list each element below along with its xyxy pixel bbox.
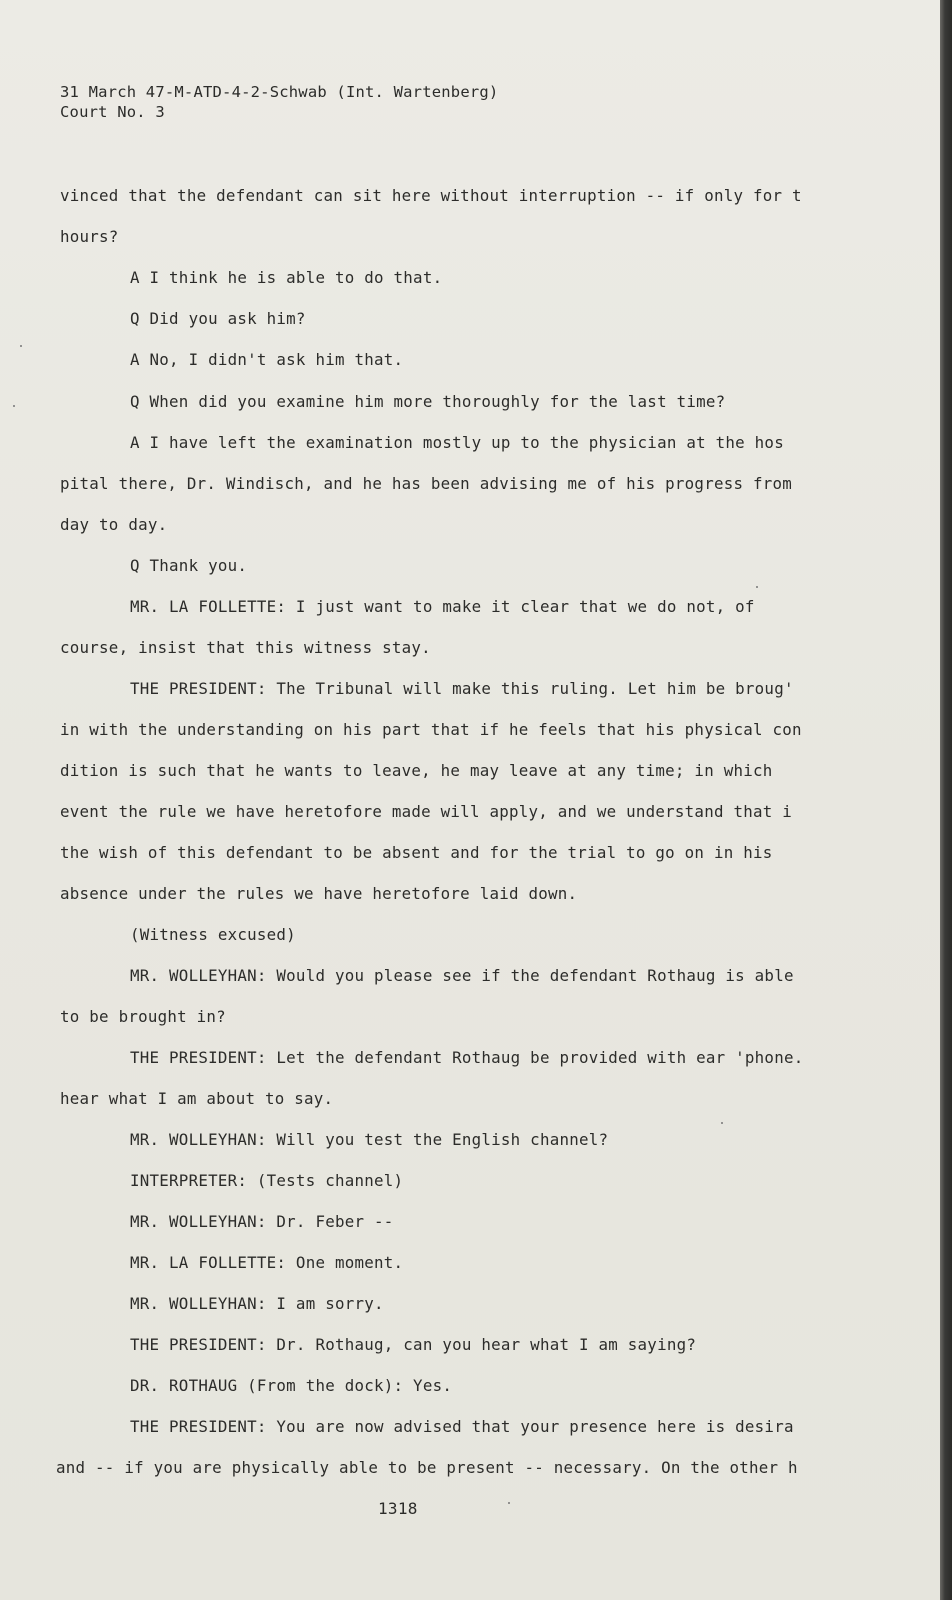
header-line-2: Court No. 3 bbox=[60, 103, 165, 121]
transcript-line: the wish of this defendant to be absent and for the trial to go on in his bbox=[60, 843, 773, 862]
transcript-line: course, insist that this witness stay. bbox=[60, 638, 431, 657]
transcript-line: MR. WOLLEYHAN: Would you please see if the defendant Rothaug is able bbox=[130, 966, 794, 985]
transcript-line: MR. LA FOLLETTE: I just want to make it clear that we do not, of bbox=[130, 597, 755, 616]
paper-speck bbox=[20, 345, 22, 347]
paper-speck bbox=[13, 405, 15, 407]
page-header bbox=[60, 82, 498, 122]
transcript-line: THE PRESIDENT: The Tribunal will make this ruling. Let him be broug' bbox=[130, 679, 794, 698]
scan-edge-shadow bbox=[940, 0, 952, 1600]
transcript-line: in with the understanding on his part that if he feels that his physical con bbox=[60, 720, 802, 739]
transcript-line: and -- if you are physically able to be present -- necessary. On the other h bbox=[56, 1458, 798, 1477]
transcript-line: Q Did you ask him? bbox=[130, 309, 306, 328]
transcript-line: A No, I didn't ask him that. bbox=[130, 350, 404, 369]
transcript-line: (Witness excused) bbox=[130, 925, 296, 944]
transcript-line: INTERPRETER: (Tests channel) bbox=[130, 1171, 404, 1190]
transcript-line: Q Thank you. bbox=[130, 556, 248, 575]
transcript-line: THE PRESIDENT: Dr. Rothaug, can you hear what I am saying? bbox=[130, 1335, 697, 1354]
transcript-line: MR. LA FOLLETTE: One moment. bbox=[130, 1253, 404, 1272]
paper-speck bbox=[756, 586, 758, 588]
transcript-line: hear what I am about to say. bbox=[60, 1089, 334, 1108]
paper-speck bbox=[508, 1502, 510, 1504]
header-line-1: 31 March 47-M-ATD-4-2-Schwab (Int. Wartenberg) bbox=[60, 83, 499, 101]
transcript-line: to be brought in? bbox=[60, 1007, 226, 1026]
transcript-line: DR. ROTHAUG (From the dock): Yes. bbox=[130, 1376, 453, 1395]
transcript-line: MR. WOLLEYHAN: Will you test the English channel? bbox=[130, 1130, 609, 1149]
transcript-line: event the rule we have heretofore made will apply, and we understand that i bbox=[60, 802, 793, 821]
transcript-line: hours? bbox=[60, 227, 119, 246]
transcript-line: absence under the rules we have heretofore laid down. bbox=[60, 884, 578, 903]
transcript-line: MR. WOLLEYHAN: Dr. Feber -- bbox=[130, 1212, 394, 1231]
transcript-line: Q When did you examine him more thoroughly for the last time? bbox=[130, 392, 726, 411]
transcript-line: THE PRESIDENT: Let the defendant Rothaug be provided with ear 'phone. bbox=[130, 1048, 804, 1067]
transcript-line: day to day. bbox=[60, 515, 168, 534]
transcript-line: A I have left the examination mostly up to the physician at the hos bbox=[130, 433, 784, 452]
transcript-line: pital there, Dr. Windisch, and he has been advising me of his progress from bbox=[60, 474, 793, 493]
paper-speck bbox=[721, 1122, 723, 1124]
transcript-line: dition is such that he wants to leave, he may leave at any time; in which bbox=[60, 761, 773, 780]
transcript-line: MR. WOLLEYHAN: I am sorry. bbox=[130, 1294, 384, 1313]
page-number: 1318 bbox=[378, 1499, 418, 1518]
transcript-line: A I think he is able to do that. bbox=[130, 268, 443, 287]
transcript-line: THE PRESIDENT: You are now advised that your presence here is desira bbox=[130, 1417, 794, 1436]
transcript-line: vinced that the defendant can sit here without interruption -- if only for t bbox=[60, 186, 802, 205]
